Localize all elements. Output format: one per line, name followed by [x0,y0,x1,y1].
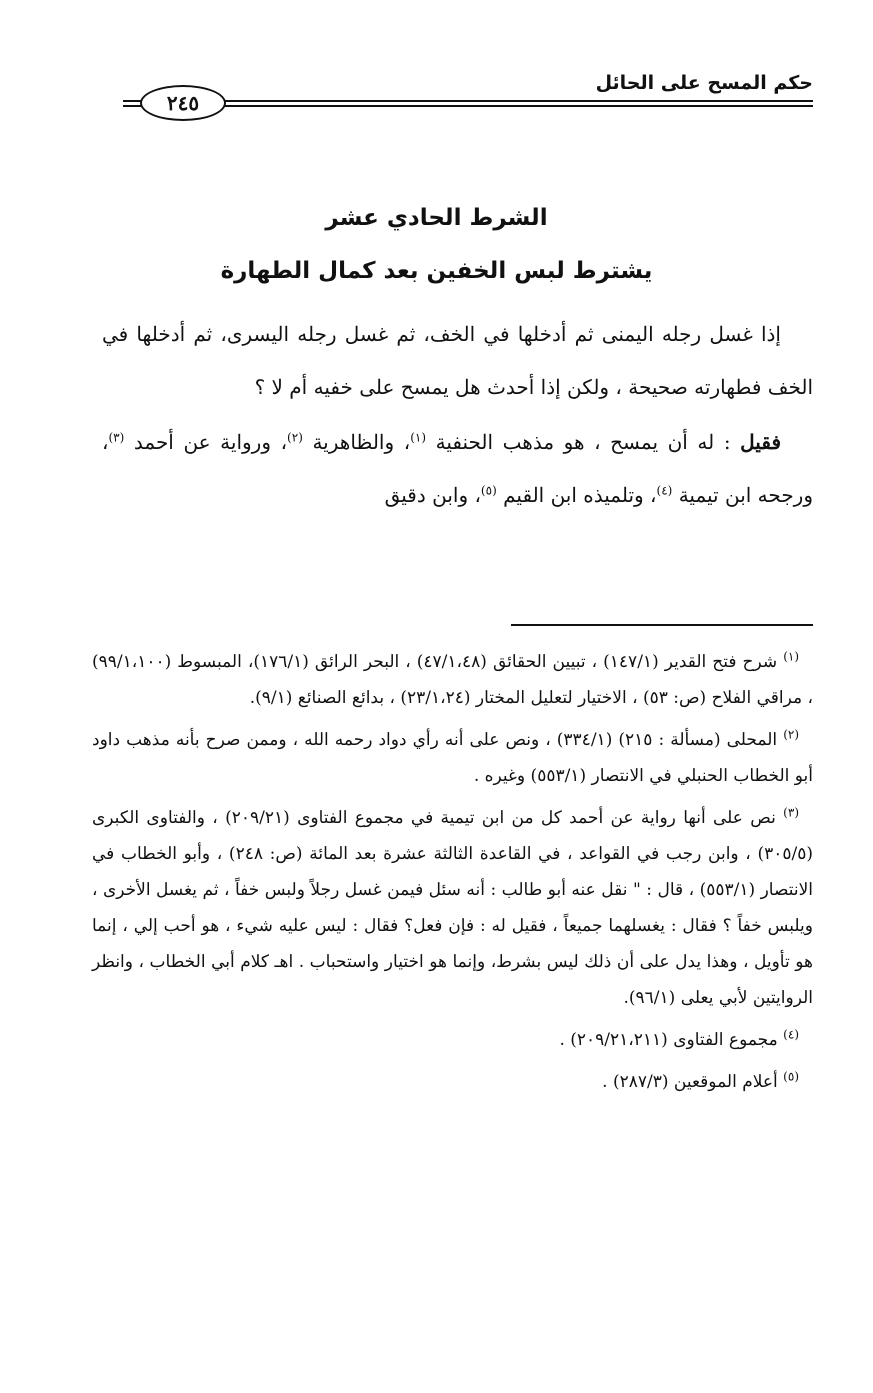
paragraph-2 [102,416,813,522]
footnote-number: (٥) [783,1069,799,1084]
footnote-text: نص على أنها رواية عن أحمد كل من ابن تيمية في مجموع الفتاوى (٢٠٩/٢١) ، والفتاوى الكبرى (٣٠٥/٥) ، وابن رجب في القواعد ، في القاعدة الثالثة عشرة بعد المائة (ص: ٢٤٨) ، وأبو الخطاب في الانتصار (٥٥٣/١) ، قال : " نقل عنه أبو طالب : أنه سئل فيمن غسل رجلاً ولبس خفاً ، ثم يغسل الأخرى ، ويلبس خفاً ؟ فقال : يغسلهما جميعاً ، فقيل له : فإن فعل؟ فقال : ليس عليه شيء ، هو أحب إلي ، إنما هو تأويل ، وهذا يدل على أن ذلك ليس بشرط، وإنما هو اختيار واستحباب . اهـ كلام أبي الخطاب ، وانظر الروايتين لأبي يعلى (٩٦/١). [92,808,813,1008]
footnote-divider [511,624,813,626]
section-title: الشرط الحادي عشر [325,205,548,231]
footnote-3 [92,800,813,1016]
footnote-text: شرح فتح القدير (١٤٧/١) ، تبيين الحقائق (٤٧/١،٤٨) ، البحر الرائق (١٧٦/١)، المبسوط (٩٩/١،١٠٠) ، مراقي الفلاح (ص: ٥٣) ، الاختيار لتعليل المختار (٢٣/١،٢٤) ، بدائع الصنائع (٩/١). [92,652,813,708]
paragraph-text: ، ورجحه ابن تيمية [102,430,813,507]
footnote-ref-4[interactable]: (٤) [656,483,673,498]
page-number: ٢٤٥ [140,85,226,121]
paragraph-1: إذا غسل رجله اليمنى ثم أدخلها في الخف، ثم غسل رجله اليسرى، ثم أدخلها في الخف فطهارته صحيحة ، ولكن إذا أحدث هل يمسح على خفيه أم لا ؟ [102,322,813,399]
footnote-text: المحلى (مسألة : ٢١٥) (٣٣٤/١) ، ونص على أنه رأي دواد رحمه الله ، وممن صرح بأنه مذهب داود أبو الخطاب الحنبلي في الانتصار (٥٥٣/١) وغيره . [92,730,813,786]
footnote-ref-5[interactable]: (٥) [480,483,497,498]
paragraph-text: ، وابن دقيق [384,483,481,507]
footnote-2 [92,722,813,794]
footnote-text: أعلام الموقعين (٢٨٧/٣) . [602,1072,778,1092]
footnote-number: (٢) [783,727,800,742]
footnote-ref-1[interactable]: (١) [410,430,427,445]
footnote-5 [92,1064,813,1100]
footnote-1 [92,644,813,716]
header-rule [123,100,813,107]
footnote-number: (١) [783,649,800,664]
footnote-ref-2[interactable]: (٢) [287,430,303,445]
body-text [102,308,813,522]
section-subtitle: يشترط لبس الخفين بعد كمال الطهارة [220,258,653,284]
footnote-4 [92,1022,813,1058]
running-title: حكم المسح على الحائل [595,72,813,94]
paragraph-text: ، وتلميذه ابن القيم [496,483,657,507]
footnote-ref-3[interactable]: (٣) [108,430,125,445]
footnote-number: (٤) [783,1027,799,1042]
paragraph-lead-word: فقيل [740,430,781,454]
footnote-number: (٣) [783,805,799,820]
paragraph-text: : له أن يمسح ، هو مذهب الحنفية [426,430,741,454]
paragraph-text: ، والظاهرية [302,430,411,454]
footnote-text: مجموع الفتاوى (٢٠٩/٢١،٢١١) . [559,1030,778,1050]
paragraph-text: ، ورواية عن أحمد [124,430,288,454]
footnotes [92,644,813,1100]
